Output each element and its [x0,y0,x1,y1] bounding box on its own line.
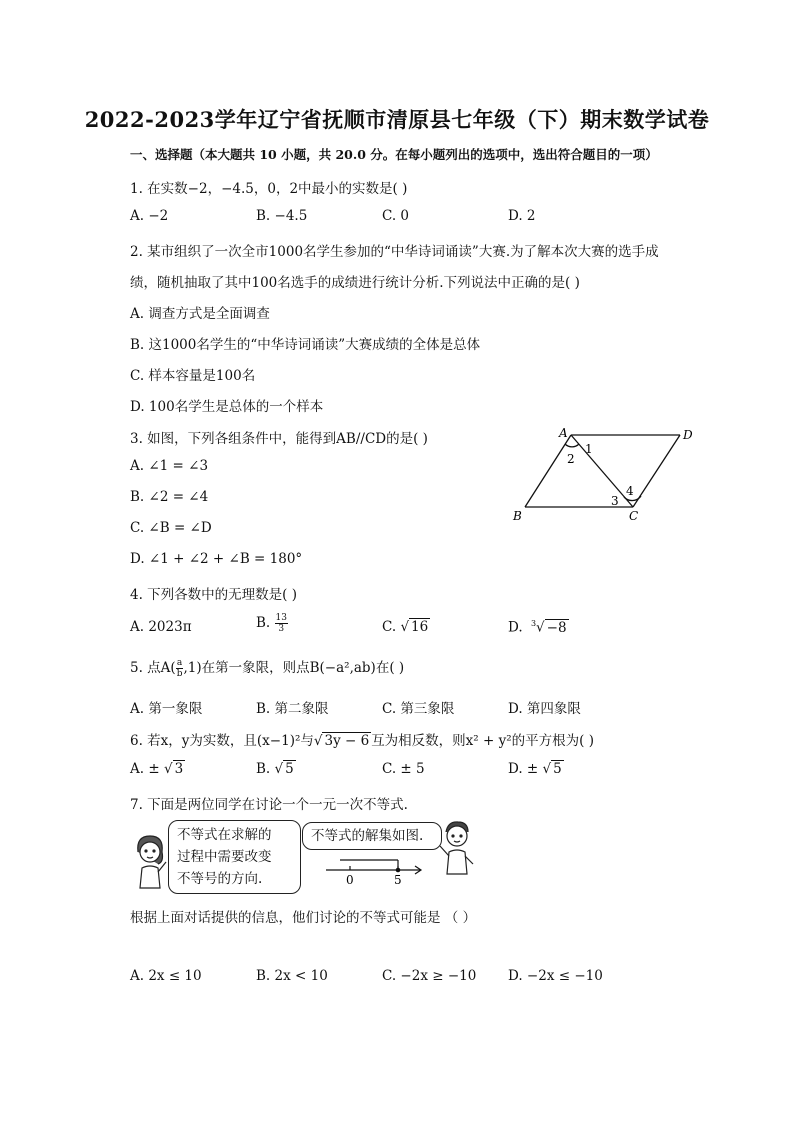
q4-option-a: A. 2023π [130,619,192,635]
question-2-stem-line2: 绩，随机抽取了其中100名选手的成绩进行统计分析.下列说法中正确的是( ) [130,275,580,291]
left-bubble-line-1: 不等式在求解的 [177,827,272,843]
angle-label-4: 4 [626,484,634,498]
q7-option-a: A. 2x ≤ 10 [130,968,202,984]
q5-option-a: A. 第一象限 [130,701,203,717]
q2-option-a: A. 调查方式是全面调查 [130,306,270,322]
left-bubble-line-2: 过程中需要改变 [177,849,272,865]
number-line [322,850,432,890]
angle-label-3: 3 [611,494,619,508]
q2-option-b: B. 这1000名学生的“中华诗词诵读”大赛成绩的全体是总体 [130,337,481,353]
q6-option-b [256,761,296,777]
q4-option-d-prefix: D. [508,619,523,636]
q5-option-c: C. 第三象限 [382,701,455,717]
radical-sign: √ [536,619,545,636]
label-d: D [683,428,693,442]
q6-stem-radicand: 3y − 6 [324,733,370,749]
question-3-stem: 3. 如图，下列各组条件中，能得到AB//CD的是( ) [130,431,428,447]
q6-option-a [130,761,185,777]
q3-option-c: C. ∠B = ∠D [130,520,212,536]
radical-sign: √ [313,733,323,749]
q6-option-b-prefix: B. [256,761,271,777]
axis-label-five: 5 [394,873,402,887]
q6-stem-part-a: 6. 若x，y为实数，且(x−1)²与 [130,733,314,749]
left-bubble-line-3: 不等号的方向. [177,871,263,887]
q3-option-d: D. ∠1 + ∠2 + ∠B = 180° [130,551,303,567]
q5-option-d: D. 第四象限 [508,701,581,717]
q4-option-b-fraction [275,613,288,634]
question-7-stem: 7. 下面是两位同学在讨论一个一元一次不等式. [130,797,408,813]
q4-option-b-denominator: 3 [278,624,285,634]
q4-option-b-numerator: 13 [275,613,287,623]
q4-option-c-prefix: C. [382,619,397,635]
q6-option-d-radicand: 5 [553,761,562,777]
girl-student-illustration [130,832,170,890]
q6-stem-part-b: 互为相反数，则x² + y²的平方根为( ) [371,733,594,749]
radical-sign: √ [400,619,410,635]
q1-option-d: D. 2 [508,208,536,224]
q6-option-d-prefix: D. ± [508,761,539,777]
q5-option-b: B. 第二象限 [256,701,329,717]
label-a: A [559,426,568,440]
radical-sign: √ [270,761,284,777]
segment-ab [525,435,571,507]
question-7-follow-up: 根据上面对话提供的信息，他们讨论的不等式可能是 （ ） [130,910,477,926]
q6-option-b-radicand: 5 [285,761,294,777]
q1-option-c: C. 0 [382,208,410,224]
left-speech-bubble [168,820,301,894]
q4-option-c [382,619,430,635]
q6-option-d [508,761,564,777]
q5-stem-part-b: ,1)在第一象限，则点B(−a²,ab)在( ) [183,660,405,676]
parallelogram-figure [505,425,705,525]
q7-option-d: D. −2x ≤ −10 [508,968,603,984]
angle-arc-a [565,444,579,447]
q1-option-b: B. −4.5 [256,208,308,224]
question-6-stem [130,729,594,749]
q4-option-d-radicand: −8 [546,619,567,636]
q6-option-a-radicand: 3 [174,761,184,777]
angle-label-2: 2 [567,452,575,466]
page-title: 2022-2023学年辽宁省抚顺市清原县七年级（下）期末数学试卷 [84,107,710,132]
diagonal-ac [571,435,633,507]
axis-label-zero: 0 [346,873,354,887]
q5-stem-part-a: 5. 点A( [130,660,176,676]
q7-option-b: B. 2x < 10 [256,968,328,984]
q3-option-b: B. ∠2 = ∠4 [130,489,209,505]
q2-option-c: C. 样本容量是100名 [130,368,256,384]
label-b: B [513,509,522,523]
question-4-stem: 4. 下列各数中的无理数是( ) [130,587,297,603]
boy-student-illustration [436,818,478,876]
q6-option-a-prefix: A. ± [130,761,160,777]
section-heading: 一、选择题（本大题共 10 小题，共 20.0 分。在每小题列出的选项中，选出符合题目的一项） [130,147,658,162]
q1-option-a: A. −2 [130,208,169,224]
q4-option-d-index: 3 [530,619,537,628]
q5-fraction-denominator: b [176,669,183,679]
q2-option-d: D. 100名学生是总体的一个样本 [130,399,324,415]
q3-option-a: A. ∠1 = ∠3 [130,458,209,474]
question-5-stem [130,656,404,679]
q4-option-d [508,619,569,636]
label-c: C [629,509,639,523]
q4-option-b [256,613,288,634]
angle-label-1: 1 [585,442,593,456]
q5-fraction-numerator: a [176,658,183,668]
q4-option-b-prefix: B. [256,615,271,631]
radical-sign: √ [538,761,552,777]
right-speech-bubble: 不等式的解集如图. [302,822,442,850]
solid-endpoint [396,868,401,873]
question-2-stem-line1: 2. 某市组织了一次全市1000名学生参加的“中华诗词诵读”大赛.为了解本次大赛的选手成 [130,244,659,260]
q7-option-c: C. −2x ≥ −10 [382,968,477,984]
radical-sign: √ [159,761,173,777]
question-1-stem: 1. 在实数−2，−4.5，0，2中最小的实数是( ) [130,181,408,197]
q6-option-c: C. ± 5 [382,761,425,777]
q4-option-c-radicand: 16 [411,619,429,635]
